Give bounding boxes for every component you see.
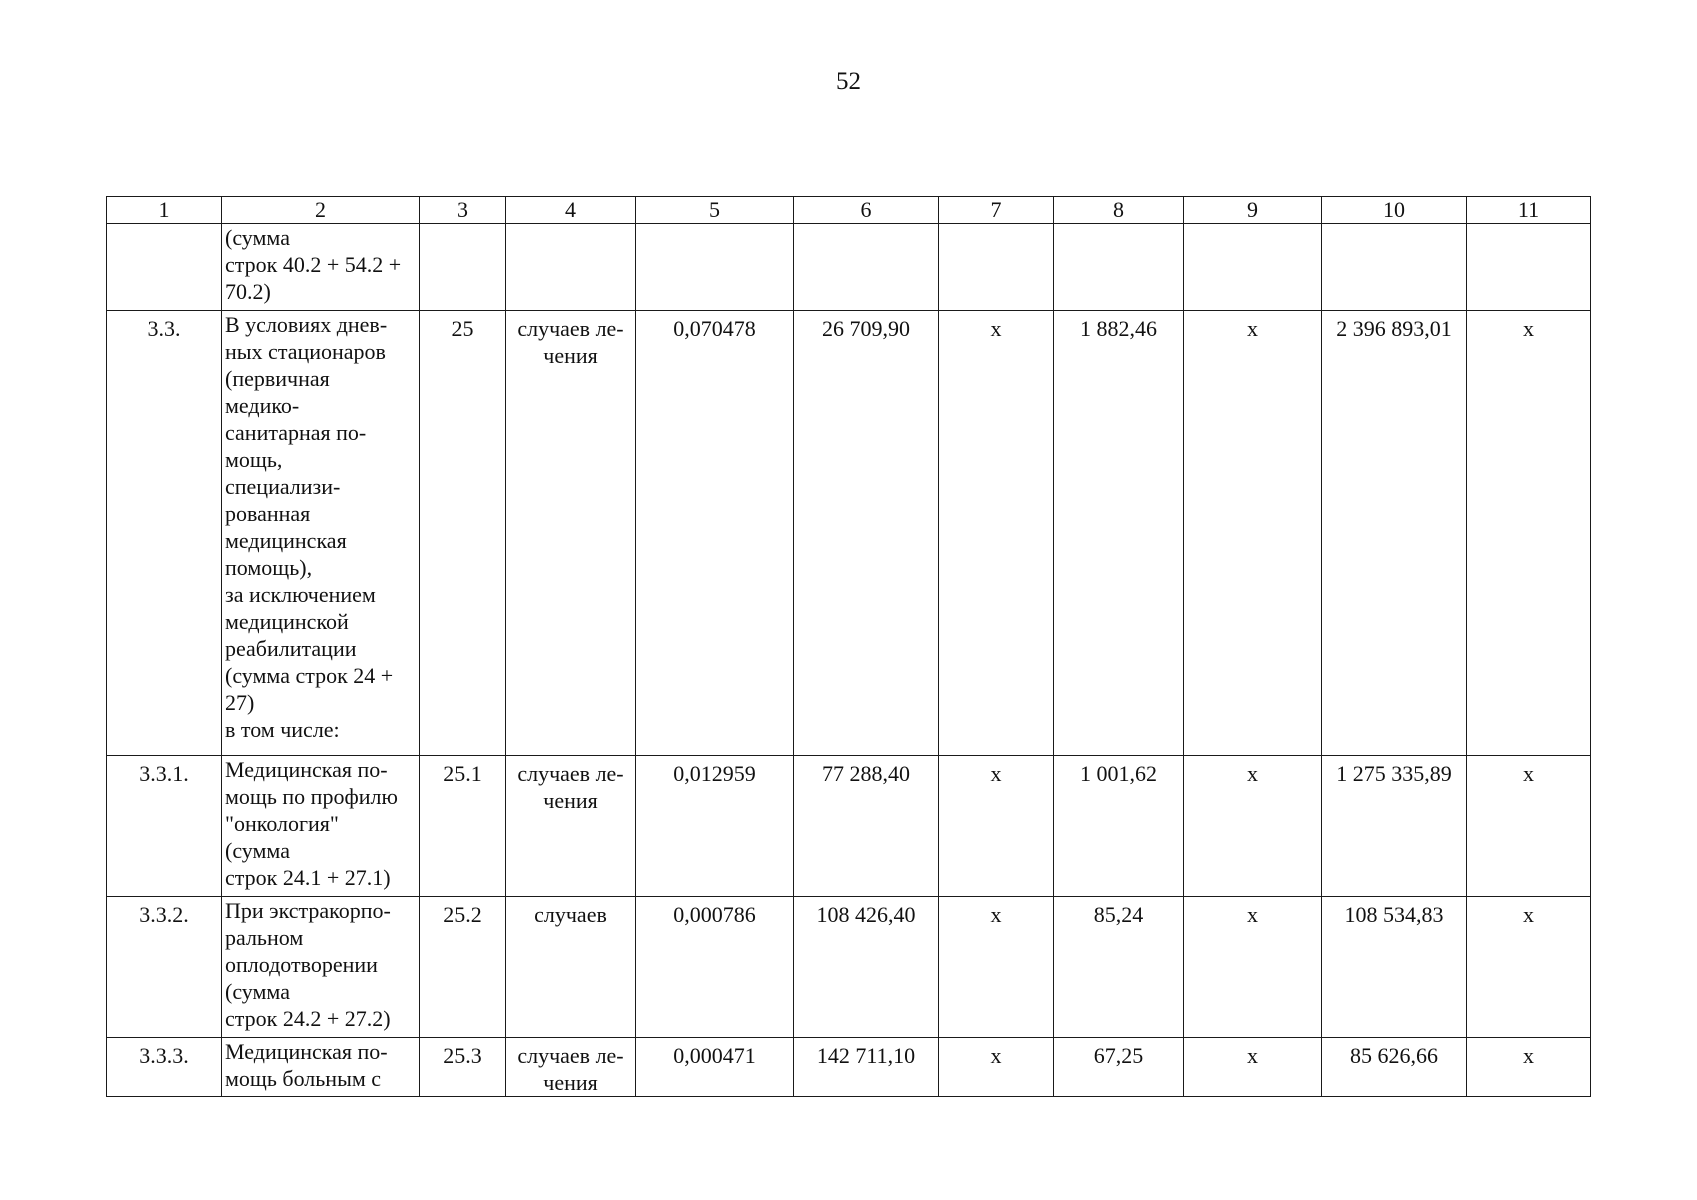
column-header: 3 [420, 197, 506, 224]
value-cell [794, 224, 939, 311]
value-cell: 85 626,66 [1322, 1038, 1467, 1097]
page-number: 52 [836, 68, 861, 95]
value-cell: 77 288,40 [794, 756, 939, 897]
unit-cell: случаев ле- чения [506, 1038, 636, 1097]
value-cell: х [1467, 897, 1591, 1038]
value-cell [1184, 224, 1322, 311]
value-cell: 67,25 [1054, 1038, 1184, 1097]
table-row [107, 311, 1591, 756]
row-name-cell: (сумма строк 40.2 + 54.2 + 70.2) [222, 224, 420, 311]
column-header: 10 [1322, 197, 1467, 224]
value-cell: 0,012959 [636, 756, 794, 897]
value-cell: х [1467, 311, 1591, 756]
value-cell: 1 001,62 [1054, 756, 1184, 897]
value-cell: х [939, 1038, 1054, 1097]
value-cell: 108 426,40 [794, 897, 939, 1038]
value-cell [1054, 224, 1184, 311]
row-name-cell: Медицинская по- мощь по профилю "онкология" (сумма строк 24.1 + 27.1) [222, 756, 420, 897]
value-cell: х [939, 756, 1054, 897]
unit-cell: случаев ле- чения [506, 311, 636, 756]
row-code-cell: 25 [420, 311, 506, 756]
value-cell: 1 275 335,89 [1322, 756, 1467, 897]
column-header: 9 [1184, 197, 1322, 224]
row-number-cell: 3.3. [107, 311, 222, 756]
value-cell: х [1467, 1038, 1591, 1097]
row-number-cell: 3.3.1. [107, 756, 222, 897]
row-number-cell [107, 224, 222, 311]
value-cell: х [1184, 756, 1322, 897]
value-cell: 0,000471 [636, 1038, 794, 1097]
value-cell: 142 711,10 [794, 1038, 939, 1097]
row-number-cell: 3.3.2. [107, 897, 222, 1038]
row-name-cell: Медицинская по- мощь больным с [222, 1038, 420, 1097]
data-table [106, 196, 1591, 1097]
column-header: 8 [1054, 197, 1184, 224]
value-cell [1467, 224, 1591, 311]
value-cell: 108 534,83 [1322, 897, 1467, 1038]
row-number-cell: 3.3.3. [107, 1038, 222, 1097]
column-header: 6 [794, 197, 939, 224]
table-row [107, 1038, 1591, 1097]
row-code-cell: 25.2 [420, 897, 506, 1038]
value-cell: х [939, 897, 1054, 1038]
value-cell: х [1184, 897, 1322, 1038]
value-cell: х [1184, 311, 1322, 756]
value-cell: 0,070478 [636, 311, 794, 756]
value-cell: 26 709,90 [794, 311, 939, 756]
column-header: 1 [107, 197, 222, 224]
unit-cell [506, 224, 636, 311]
value-cell [1322, 224, 1467, 311]
value-cell: 1 882,46 [1054, 311, 1184, 756]
column-header: 2 [222, 197, 420, 224]
value-cell [636, 224, 794, 311]
unit-cell: случаев ле- чения [506, 756, 636, 897]
table-row [107, 756, 1591, 897]
column-header: 5 [636, 197, 794, 224]
row-code-cell [420, 224, 506, 311]
table-row [107, 224, 1591, 311]
row-name-cell: При экстракорпо- ральном оплодотворении (сумма строк 24.2 + 27.2) [222, 897, 420, 1038]
column-header: 7 [939, 197, 1054, 224]
row-code-cell: 25.3 [420, 1038, 506, 1097]
header-row [107, 197, 1591, 224]
row-name-cell: В условиях днев- ных стационаров (первичная медико- санитарная по- мощь, специализи- рованная медицинская помощь), за исключением медицинской реабилитации (сумма строк 24 + 27) в том числе: [222, 311, 420, 756]
value-cell: 2 396 893,01 [1322, 311, 1467, 756]
column-header: 4 [506, 197, 636, 224]
column-header: 11 [1467, 197, 1591, 224]
table-row [107, 897, 1591, 1038]
value-cell: х [1467, 756, 1591, 897]
value-cell [939, 224, 1054, 311]
value-cell: 0,000786 [636, 897, 794, 1038]
value-cell: 85,24 [1054, 897, 1184, 1038]
value-cell: х [1184, 1038, 1322, 1097]
row-code-cell: 25.1 [420, 756, 506, 897]
value-cell: х [939, 311, 1054, 756]
unit-cell: случаев [506, 897, 636, 1038]
